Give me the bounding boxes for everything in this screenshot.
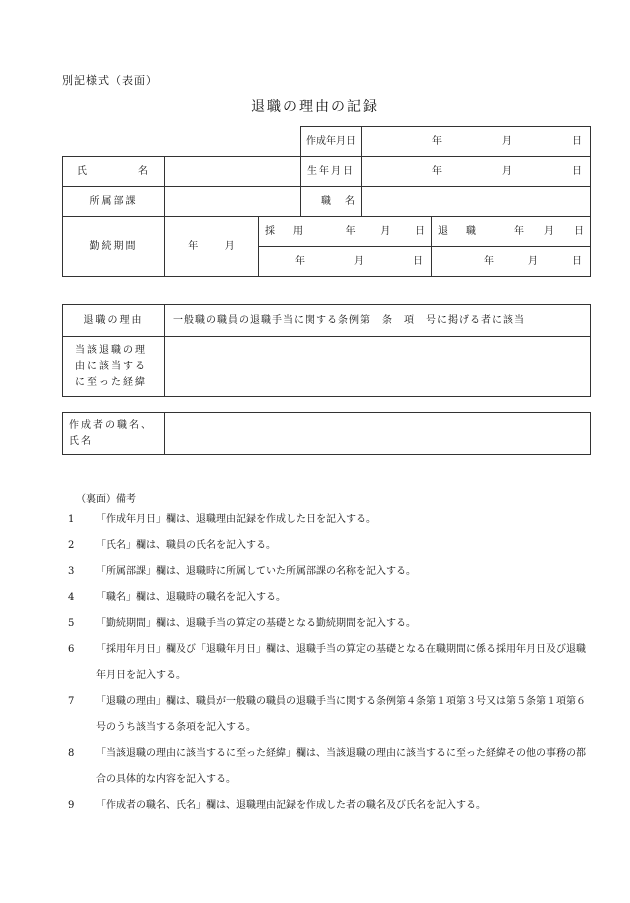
created-date-field[interactable]: 年 月 日: [362, 127, 591, 157]
service-period-label: 勤続期間: [63, 217, 165, 277]
page-title: 退職の理由の記録: [251, 99, 379, 115]
process-label: 当該退職の理由に該当するに至った経緯: [63, 337, 165, 397]
list-item: 8 「当該退職の理由に該当するに至った経緯」欄は、当該退職の理由に該当するに至った経緯その他の事務の都合の具体的な内容を記入する。: [68, 748, 586, 785]
retired-date-field-2[interactable]: 年 月 日: [432, 247, 591, 277]
hired-date-field-2[interactable]: 年 月 日: [259, 247, 432, 277]
birth-date-field[interactable]: 年 月 日: [362, 157, 591, 187]
author-label: 作成者の職名、氏名: [63, 413, 165, 455]
list-item: 4 「職名」欄は、退職時の職名を記入する。: [68, 592, 286, 603]
created-date-label: 作成年月日: [301, 127, 362, 157]
list-item: 9 「作成者の職名、氏名」欄は、退職理由記録を作成した者の職名及び氏名を記入する。: [68, 800, 486, 811]
retired-date-field[interactable]: 退職 年 月 日: [432, 217, 591, 247]
post-label: 職 名: [301, 187, 362, 217]
form-label: 別記様式（表面）: [62, 74, 158, 87]
notes-list: [68, 507, 588, 819]
list-item: 1 「作成年月日」欄は、退職理由記録を作成した日を記入する。: [68, 514, 376, 525]
name-field[interactable]: [165, 157, 301, 187]
list-item: 5 「勤続期間」欄は、退職手当の算定の基礎となる勤続期間を記入する。: [68, 618, 416, 629]
author-table: [62, 412, 591, 455]
author-field[interactable]: [165, 413, 591, 455]
birth-date-label: 生年月日: [301, 157, 362, 187]
reason-label: 退職の理由: [63, 305, 165, 337]
list-item: 6 「採用年月日」欄及び「退職年月日」欄は、退職手当の算定の基礎となる在職期間に係る採用年月日及び退職年月日を記入する。: [68, 644, 586, 681]
list-item: 3 「所属部課」欄は、退職時に所属していた所属部課の名称を記入する。: [68, 566, 416, 577]
list-item: 7 「退職の理由」欄は、職員が一般職の職員の退職手当に関する条例第４条第１項第３号又は第５条第１項第６号のうち該当する条項を記入する。: [68, 696, 586, 733]
list-item: 2 「氏名」欄は、職員の氏名を記入する。: [68, 540, 276, 551]
process-field[interactable]: [165, 337, 591, 397]
notes-heading: （裏面）備考: [76, 494, 136, 505]
name-label: 氏 名: [63, 157, 165, 187]
post-field[interactable]: [362, 187, 591, 217]
reason-field[interactable]: 一般職の職員の退職手当に関する条例第 条 項 号に掲げる者に該当: [165, 305, 591, 337]
dept-label: 所属部課: [63, 187, 165, 217]
personal-info-table: [62, 126, 591, 277]
reason-table: [62, 304, 591, 397]
service-period-field[interactable]: 年 月: [165, 217, 259, 277]
dept-field[interactable]: [165, 187, 301, 217]
hired-date-field[interactable]: 採用 年 月 日: [259, 217, 432, 247]
